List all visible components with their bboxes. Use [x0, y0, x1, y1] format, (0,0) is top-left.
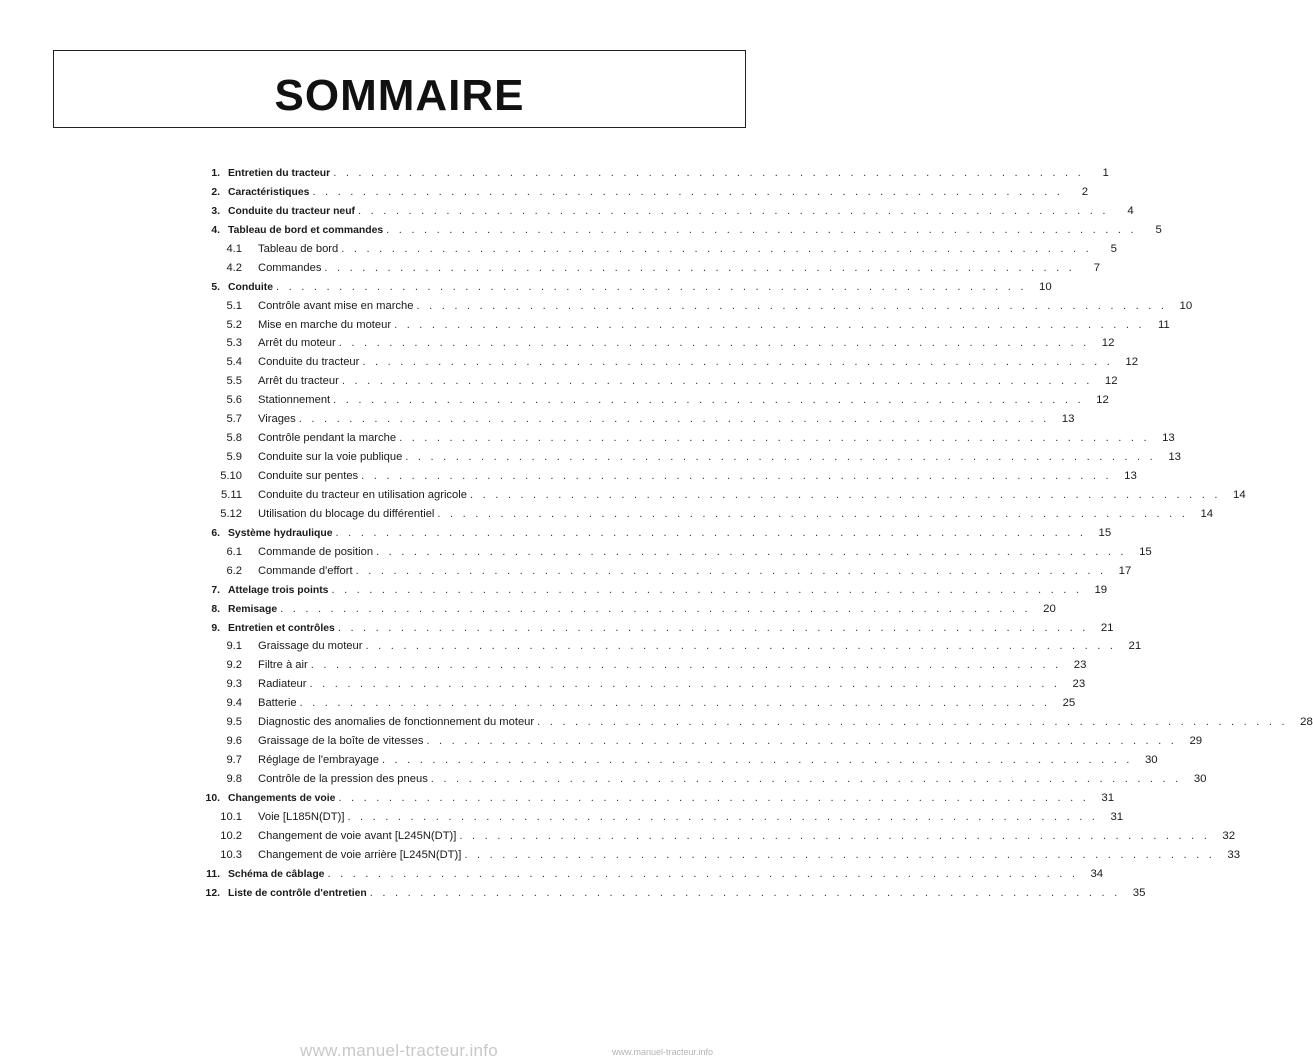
toc-number: 6.2 — [226, 564, 242, 577]
toc-dot-leader: . . . . . . . . . . . . . . . . . . . . . . . . . . . . . . . . . . . . . . . . . . . . . . . . . . . . . . . . . . . . — [341, 242, 1092, 255]
toc-section-row — [198, 581, 1108, 600]
toc-number: 10.3 — [220, 848, 242, 861]
toc-number: 5.12 — [220, 507, 242, 520]
toc-page-number: 13 — [1061, 413, 1075, 426]
toc-section-row — [198, 884, 1146, 903]
toc-label: Utilisation du blocage du différentiel — [258, 507, 435, 520]
toc-number: 9.4 — [226, 697, 242, 710]
toc-page-number: 13 — [1124, 470, 1137, 482]
toc-label: Liste de contrôle d'entretien — [228, 887, 367, 899]
toc-number: 7. — [211, 584, 220, 596]
toc-label: Entretien du tracteur — [228, 168, 331, 179]
toc-label: Batterie — [258, 697, 297, 710]
toc-dot-leader: . . . . . . . . . . . . . . . . . . . . . . . . . . . . . . . . . . . . . . . . . . . . . . . . . . . . . . . . . . . . — [537, 716, 1288, 729]
toc-label: Caractéristiques — [228, 186, 310, 198]
toc-subsection-row — [198, 694, 1076, 713]
toc-subsection-row — [198, 827, 1236, 846]
toc-label: Virages — [258, 413, 296, 426]
toc-label: Filtre à air — [258, 659, 308, 672]
toc-dot-leader: . . . . . . . . . . . . . . . . . . . . . . . . . . . . . . . . . . . . . . . . . . . . . . . . . . . . . . . . . . . . — [386, 223, 1137, 236]
toc-label: Voie [L185N(DT)] — [258, 810, 345, 823]
toc-page-number: 10 — [1179, 299, 1193, 312]
toc-number: 5.4 — [226, 356, 242, 369]
toc-subsection-row — [198, 637, 1142, 656]
toc-subsection-row — [198, 240, 1117, 259]
toc-label: Système hydraulique — [228, 527, 333, 539]
toc-number: 9. — [211, 622, 220, 634]
toc-label: Graissage du moteur — [258, 640, 363, 653]
toc-number: 5.9 — [226, 451, 242, 464]
toc-number: 9.3 — [226, 678, 242, 691]
toc-label: Diagnostic des anomalies de fonctionnement du moteur — [258, 716, 535, 729]
toc-label: Stationnement — [258, 394, 331, 407]
toc-dot-leader: . . . . . . . . . . . . . . . . . . . . . . . . . . . . . . . . . . . . . . . . . . . . . . . . . . . . . . . . . . . . — [376, 545, 1127, 558]
toc-page-number: 7 — [1093, 261, 1101, 274]
toc-dot-leader: . . . . . . . . . . . . . . . . . . . . . . . . . . . . . . . . . . . . . . . . . . . . . . . . . . . . . . . . . . . . — [437, 507, 1189, 520]
toc-number: 4.1 — [226, 242, 242, 255]
toc-page-number: 20 — [1043, 602, 1056, 615]
toc-page-number: 19 — [1094, 583, 1108, 596]
toc-dot-leader: . . . . . . . . . . . . . . . . . . . . . . . . . . . . . . . . . . . . . . . . . . . . . . . . . . . . . . . . . . . . — [280, 602, 1031, 615]
toc-subsection-row — [198, 732, 1203, 751]
toc-page-number: 2 — [1081, 185, 1089, 198]
toc-dot-leader: . . . . . . . . . . . . . . . . . . . . . . . . . . . . . . . . . . . . . . . . . . . . . . . . . . . . . . . . . . . . — [358, 204, 1109, 217]
toc-number: 3. — [211, 205, 220, 217]
toc-page-number: 31 — [1101, 791, 1115, 804]
toc-number: 1. — [211, 168, 220, 179]
toc-page-number: 32 — [1222, 829, 1236, 842]
toc-page-number: 31 — [1110, 810, 1124, 823]
toc-page-number: 30 — [1144, 754, 1158, 767]
toc-label: Réglage de l'embrayage — [258, 754, 379, 767]
toc-number: 9.5 — [226, 716, 242, 729]
toc-label: Conduite — [228, 281, 274, 293]
toc-subsection-row — [198, 505, 1214, 524]
toc-page-number: 33 — [1227, 848, 1241, 861]
toc-dot-leader: . . . . . . . . . . . . . . . . . . . . . . . . . . . . . . . . . . . . . . . . . . . . . . . . . . . . . . . . . . . . — [459, 829, 1211, 842]
toc-label: Changement de voie arrière [L245N(DT)] — [258, 848, 462, 861]
toc-dot-leader: . . . . . . . . . . . . . . . . . . . . . . . . . . . . . . . . . . . . . . . . . . . . . . . . . . . . . . . . . . . . — [355, 564, 1107, 577]
watermark-small-text: www.manuel-tracteur.info — [612, 1047, 714, 1057]
toc-label: Changement de voie avant [L245N(DT)] — [258, 829, 457, 842]
title-box — [53, 50, 746, 128]
toc-subsection-row — [198, 429, 1175, 448]
toc-page-number: 4 — [1127, 204, 1134, 217]
toc-page-number: 13 — [1168, 451, 1181, 464]
toc-subsection-row — [198, 372, 1118, 391]
toc-subsection-row — [198, 770, 1207, 789]
toc-label: Arrêt du tracteur — [258, 375, 339, 388]
toc-section-row — [198, 600, 1056, 619]
toc-section-row — [198, 164, 1109, 183]
toc-dot-leader: . . . . . . . . . . . . . . . . . . . . . . . . . . . . . . . . . . . . . . . . . . . . . . . . . . . . . . . . . . . . — [312, 185, 1064, 198]
toc-page-number: 10 — [1039, 280, 1052, 293]
toc-dot-leader: . . . . . . . . . . . . . . . . . . . . . . . . . . . . . . . . . . . . . . . . . . . . . . . . . . . . . . . . . . . . — [416, 299, 1168, 312]
toc-subsection-row — [198, 448, 1181, 467]
toc-page-number: 12 — [1101, 337, 1115, 350]
toc-number: 10. — [205, 792, 220, 804]
toc-label: Commande d'effort — [258, 564, 353, 577]
toc-page-number: 12 — [1096, 394, 1109, 407]
toc-label: Conduite du tracteur — [258, 356, 360, 369]
toc-label: Arrêt du moteur — [258, 337, 336, 350]
toc-number: 5.7 — [226, 413, 242, 426]
toc-dot-leader: . . . . . . . . . . . . . . . . . . . . . . . . . . . . . . . . . . . . . . . . . . . . . . . . . . . . . . . . . . . . — [430, 773, 1182, 785]
toc-subsection-row — [198, 562, 1132, 581]
toc-subsection-row — [198, 656, 1087, 675]
toc-number: 10.2 — [220, 829, 242, 842]
toc-dot-leader: . . . . . . . . . . . . . . . . . . . . . . . . . . . . . . . . . . . . . . . . . . . . . . . . . . . . . . . . . . . . — [298, 413, 1050, 426]
toc-page-number: 14 — [1232, 488, 1246, 501]
toc-label: Attelage trois points — [228, 584, 329, 596]
page-title: SOMMAIRE — [274, 71, 525, 120]
toc-subsection-row — [198, 846, 1241, 865]
toc-subsection-row — [198, 713, 1313, 732]
toc-subsection-row — [198, 391, 1109, 410]
toc-dot-leader: . . . . . . . . . . . . . . . . . . . . . . . . . . . . . . . . . . . . . . . . . . . . . . . . . . . . . . . . . . . . — [324, 261, 1076, 274]
toc-number: 9.6 — [226, 735, 242, 748]
toc-dot-leader: . . . . . . . . . . . . . . . . . . . . . . . . . . . . . . . . . . . . . . . . . . . . . . . . . . . . . . . . . . . . — [333, 394, 1084, 407]
toc-number: 4. — [211, 224, 220, 236]
toc-number: 9.2 — [226, 659, 242, 672]
toc-number: 5.2 — [226, 318, 242, 331]
toc-dot-leader: . . . . . . . . . . . . . . . . . . . . . . . . . . . . . . . . . . . . . . . . . . . . . . . . . . . . . . . . . . . . — [347, 810, 1099, 823]
toc-number: 5.5 — [226, 375, 242, 388]
toc-dot-leader: . . . . . . . . . . . . . . . . . . . . . . . . . . . . . . . . . . . . . . . . . . . . . . . . . . . . . . . . . . . . — [362, 356, 1114, 369]
toc-number: 5.1 — [226, 299, 242, 312]
toc-dot-leader: . . . . . . . . . . . . . . . . . . . . . . . . . . . . . . . . . . . . . . . . . . . . . . . . . . . . . . . . . . . . — [426, 735, 1178, 748]
toc-number: 5.10 — [220, 470, 242, 482]
toc-number: 11. — [206, 868, 220, 880]
toc-label: Commandes — [258, 261, 322, 274]
toc-label: Contrôle pendant la marche — [258, 432, 397, 445]
toc-page-number: 21 — [1100, 621, 1114, 634]
toc-page-number: 35 — [1132, 886, 1146, 899]
toc-number: 6. — [211, 527, 220, 539]
toc-label: Graissage de la boîte de vitesses — [258, 735, 424, 748]
toc-label: Conduite du tracteur en utilisation agricole — [258, 488, 467, 501]
toc-dot-leader: . . . . . . . . . . . . . . . . . . . . . . . . . . . . . . . . . . . . . . . . . . . . . . . . . . . . . . . . . . . . — [464, 848, 1216, 861]
toc-subsection-row — [198, 675, 1086, 694]
toc-section-row — [198, 221, 1162, 240]
toc-subsection-row — [198, 316, 1170, 335]
toc-number: 9.8 — [226, 773, 242, 785]
toc-dot-leader: . . . . . . . . . . . . . . . . . . . . . . . . . . . . . . . . . . . . . . . . . . . . . . . . . . . . . . . . . . . . — [399, 432, 1150, 445]
toc-section-row — [198, 278, 1052, 297]
toc-dot-leader: . . . . . . . . . . . . . . . . . . . . . . . . . . . . . . . . . . . . . . . . . . . . . . . . . . . . . . . . . . . . — [338, 791, 1090, 804]
toc-page-number: 13 — [1162, 432, 1175, 445]
toc-dot-leader: . . . . . . . . . . . . . . . . . . . . . . . . . . . . . . . . . . . . . . . . . . . . . . . . . . . . . . . . . . . . — [405, 451, 1156, 464]
toc-dot-leader: . . . . . . . . . . . . . . . . . . . . . . . . . . . . . . . . . . . . . . . . . . . . . . . . . . . . . . . . . . . . — [331, 583, 1083, 596]
toc-page-number: 5 — [1155, 223, 1162, 236]
toc-subsection-row — [198, 751, 1158, 770]
toc-dot-leader: . . . . . . . . . . . . . . . . . . . . . . . . . . . . . . . . . . . . . . . . . . . . . . . . . . . . . . . . . . . . — [365, 640, 1117, 653]
toc-dot-leader: . . . . . . . . . . . . . . . . . . . . . . . . . . . . . . . . . . . . . . . . . . . . . . . . . . . . . . . . . . . . — [335, 526, 1087, 539]
toc-page-number: 12 — [1125, 356, 1139, 369]
toc-label: Contrôle avant mise en marche — [258, 299, 414, 312]
table-of-contents — [198, 164, 1313, 903]
toc-number: 5.6 — [226, 394, 242, 407]
toc-label: Conduite sur pentes — [258, 470, 359, 482]
toc-number: 2. — [211, 186, 220, 198]
toc-dot-leader: . . . . . . . . . . . . . . . . . . . . . . . . . . . . . . . . . . . . . . . . . . . . . . . . . . . . . . . . . . . . — [337, 621, 1089, 634]
toc-label: Conduite sur la voie publique — [258, 451, 403, 464]
toc-label: Conduite du tracteur neuf — [228, 205, 355, 217]
toc-dot-leader: . . . . . . . . . . . . . . . . . . . . . . . . . . . . . . . . . . . . . . . . . . . . . . . . . . . . . . . . . . . . — [338, 337, 1090, 350]
toc-label: Changements de voie — [228, 792, 336, 804]
toc-dot-leader: . . . . . . . . . . . . . . . . . . . . . . . . . . . . . . . . . . . . . . . . . . . . . . . . . . . . . . . . . . . . — [299, 697, 1051, 710]
toc-page-number: 28 — [1300, 716, 1313, 729]
toc-dot-leader: . . . . . . . . . . . . . . . . . . . . . . . . . . . . . . . . . . . . . . . . . . . . . . . . . . . . . . . . . . . . — [469, 488, 1221, 501]
toc-section-row — [198, 789, 1115, 808]
toc-page-number: 30 — [1193, 773, 1207, 785]
toc-section-row — [198, 524, 1112, 543]
toc-dot-leader: . . . . . . . . . . . . . . . . . . . . . . . . . . . . . . . . . . . . . . . . . . . . . . . . . . . . . . . . . . . . — [341, 375, 1093, 388]
toc-dot-leader: . . . . . . . . . . . . . . . . . . . . . . . . . . . . . . . . . . . . . . . . . . . . . . . . . . . . . . . . . . . . — [381, 754, 1133, 767]
toc-number: 8. — [211, 603, 220, 615]
toc-page-number: 34 — [1090, 867, 1104, 880]
toc-page-number: 23 — [1072, 678, 1086, 691]
toc-number: 6.1 — [226, 545, 242, 558]
toc-subsection-row — [198, 353, 1139, 372]
toc-label: Contrôle de la pression des pneus — [258, 773, 428, 785]
toc-number: 9.7 — [226, 754, 242, 767]
toc-page-number: 15 — [1098, 526, 1112, 539]
toc-label: Schéma de câblage — [228, 868, 325, 880]
toc-number: 5. — [211, 281, 220, 293]
toc-page-number: 23 — [1073, 659, 1087, 672]
toc-page-number: 5 — [1110, 242, 1117, 255]
toc-dot-leader: . . . . . . . . . . . . . . . . . . . . . . . . . . . . . . . . . . . . . . . . . . . . . . . . . . . . . . . . . . . . — [327, 867, 1079, 880]
toc-number: 12. — [205, 887, 220, 899]
toc-number: 5.11 — [221, 488, 242, 501]
toc-page-number: 11 — [1157, 318, 1170, 331]
toc-section-row — [198, 619, 1114, 638]
toc-number: 5.3 — [226, 337, 242, 350]
toc-page-number: 29 — [1189, 735, 1203, 748]
toc-subsection-row — [198, 297, 1193, 316]
toc-label: Entretien et contrôles — [228, 622, 335, 634]
toc-page-number: 21 — [1128, 640, 1142, 653]
toc-dot-leader: . . . . . . . . . . . . . . . . . . . . . . . . . . . . . . . . . . . . . . . . . . . . . . . . . . . . . . . . . . . . — [310, 659, 1062, 672]
toc-label: Mise en marche du moteur — [258, 318, 392, 331]
toc-number: 10.1 — [220, 810, 242, 823]
toc-number: 4.2 — [226, 261, 242, 274]
toc-dot-leader: . . . . . . . . . . . . . . . . . . . . . . . . . . . . . . . . . . . . . . . . . . . . . . . . . . . . . . . . . . . . — [369, 886, 1121, 899]
toc-subsection-row — [198, 467, 1137, 486]
toc-label: Remisage — [228, 603, 278, 615]
toc-dot-leader: . . . . . . . . . . . . . . . . . . . . . . . . . . . . . . . . . . . . . . . . . . . . . . . . . . . . . . . . . . . . — [394, 318, 1145, 331]
toc-subsection-row — [198, 410, 1075, 429]
toc-label: Tableau de bord — [258, 242, 339, 255]
toc-section-row — [198, 202, 1134, 221]
toc-label: Radiateur — [258, 678, 307, 691]
toc-dot-leader: . . . . . . . . . . . . . . . . . . . . . . . . . . . . . . . . . . . . . . . . . . . . . . . . . . . . . . . . . . . . — [333, 167, 1084, 179]
toc-page-number: 15 — [1139, 545, 1152, 558]
toc-subsection-row — [198, 543, 1152, 562]
toc-dot-leader: . . . . . . . . . . . . . . . . . . . . . . . . . . . . . . . . . . . . . . . . . . . . . . . . . . . . . . . . . . . . — [361, 470, 1112, 482]
toc-page-number: 1 — [1102, 167, 1109, 179]
toc-subsection-row — [198, 808, 1124, 827]
toc-number: 9.1 — [226, 640, 242, 653]
toc-page-number: 12 — [1104, 375, 1118, 388]
toc-subsection-row — [198, 486, 1246, 505]
toc-page-number: 25 — [1062, 697, 1076, 710]
toc-dot-leader: . . . . . . . . . . . . . . . . . . . . . . . . . . . . . . . . . . . . . . . . . . . . . . . . . . . . . . . . . . . . — [309, 678, 1061, 691]
toc-page-number: 17 — [1118, 564, 1132, 577]
toc-dot-leader: . . . . . . . . . . . . . . . . . . . . . . . . . . . . . . . . . . . . . . . . . . . . . . . . . . . . . . . . . . . . — [276, 280, 1027, 293]
toc-subsection-row — [198, 259, 1101, 278]
watermark-text: www.manuel-tracteur.info — [300, 1041, 499, 1060]
toc-label: Commande de position — [258, 545, 374, 558]
toc-section-row — [198, 865, 1104, 884]
toc-subsection-row — [198, 334, 1115, 353]
toc-label: Tableau de bord et commandes — [228, 224, 384, 236]
toc-page-number: 14 — [1200, 507, 1214, 520]
toc-section-row — [198, 183, 1089, 202]
toc-number: 5.8 — [226, 432, 242, 445]
